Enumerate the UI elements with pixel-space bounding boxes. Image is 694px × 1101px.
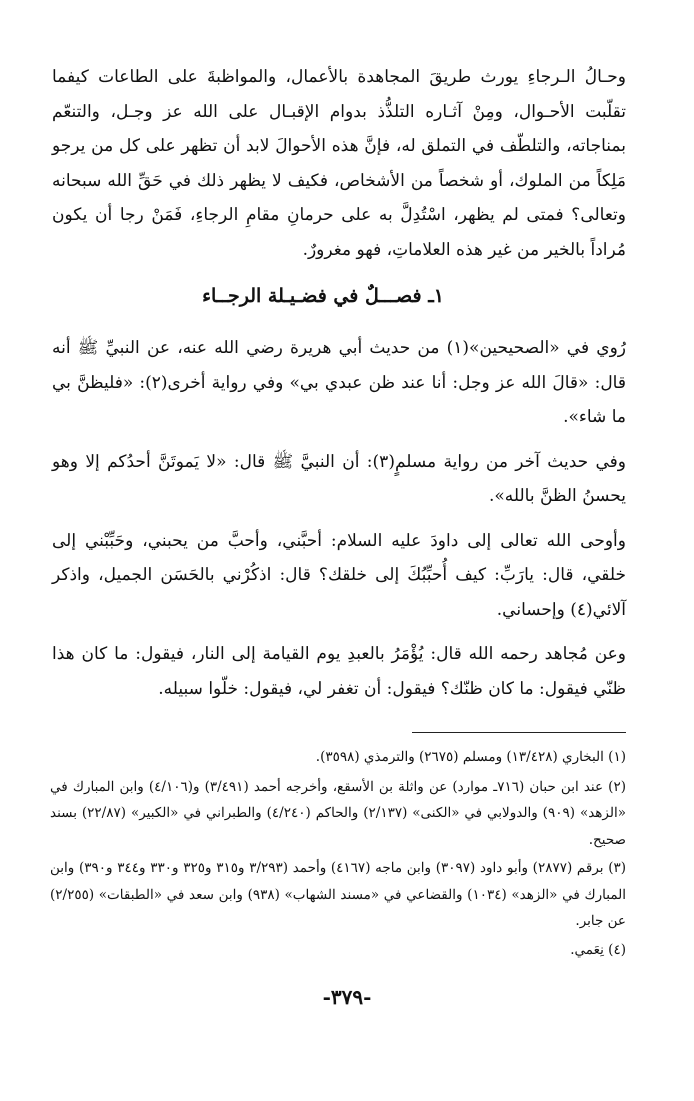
main-text (52, 60, 626, 716)
paragraph-mujahid: وعن مُجاهد رحمه الله قال: يُؤْمَرُ بالعبدِ يوم القيامة إلى النار، فيقول: ما كان هذا ظنّي فيقول: ما كان ظنّك؟ فيقول: أن تغفر لي، فيقول: خلّوا سبيله. (52, 644, 626, 699)
footnote-divider (412, 732, 626, 733)
footnote-4: (٤) نِعَمي. (570, 941, 626, 958)
paragraph-hadith-muslim: وفي حديث آخر من رواية مسلمٍ(٣): أن النبيَّ ﷺ قال: «لا يَموتَنَّ أحدُكم إلا وهو يحسنُ الظنَّ بالله». (52, 451, 626, 506)
footnote-1: (١) البخاري (١٣/٤٢٨) ومسلم (٢٦٧٥) والترمذي (٣٥٩٨). (315, 749, 626, 765)
footnote-2: (٢) عند ابن حبان (٧١٦ـ موارد) عن واثلة بن الأسقع، وأخرجه أحمد (٣/٤٩١) و(٤/١٠٦) وابن المبارك في «الزهد» (٩٠٩) والدولابي في «الكنى» (٢/١٣٧) والحاكم (٤/٢٤٠) والطبراني في «الكبير» (٢٢/٨٧) بسند صحيح. (50, 778, 626, 848)
paragraph-hadith-sahihain: رُوي في «الصحيحين»(١) من حديث أبي هريرة رضي الله عنه، عن النبيِّ ﷺ أنه قال: «قالَ الله عز وجل: أنا عند ظن عبدي بي» وفي رواية أخرى(٢): «فليظنَّ بي ما شاء». (52, 338, 626, 427)
footnotes (50, 744, 626, 965)
footnote-3: (٣) برقم (٢٨٧٧) وأبو داود (٣٠٩٧) وابن ماجه (٤١٦٧) وأحمد (٣/٢٩٣ و٣١٥ و٣٢٥ و٣٣٠ و٣٤٤ و٣٩٠) وابن المبارك في «الزهد» (١٠٣٤) والقضاعي في «مسند الشهاب» (٩٣٨) وابن سعد في «الطبقات» (٢/٢٥٥) عن جابر. (50, 860, 627, 929)
page-number: -٣٧٩- (322, 985, 372, 1009)
paragraph-rajaa-state: وحـالُ الـرجاءِ يورث طريقَ المجاهدة بالأعمال، والمواظبةَ على الطاعات كيفما تقلّبت الأحـوال، ومِنْ آثـاره التلذُّذ بدوام الإقبـال على الله عز وجـل، والتنعّم بمناجاته، والتلطّف في التملق له، فإنَّ هذه الأحوالَ لابد أن تظهر على كل من يرجو مَلِكاً من الملوك، أو شخصاً من الأشخاص، فكيف لا يظهر ذلك في حَقِّ الله سبحانه وتعالى؟ فمتى لم يظهر، اسْتُدِلَّ به على حرمانِ مقامِ الرجاءِ، فَمَنْ رجا أن يكون مُراداً بالخير من غير هذه العلاماتِ، فهو مغرورٌ. (52, 67, 626, 260)
section-heading: ١ـ فصـــلٌ في فضـيـلة الرجــاء (202, 285, 444, 307)
paragraph-dawud: وأوحى الله تعالى إلى داودَ عليه السلام: أحبَّني، وأحبَّ من يحبني، وحَبِّبْني إلى خلقي، قال: يارَبِّ: كيف أُحبِّبُكَ إلى خلقك؟ قال: اذكُرْني بالحَسَن الجميل، واذكر آلائي(٤) وإحساني. (52, 530, 626, 620)
